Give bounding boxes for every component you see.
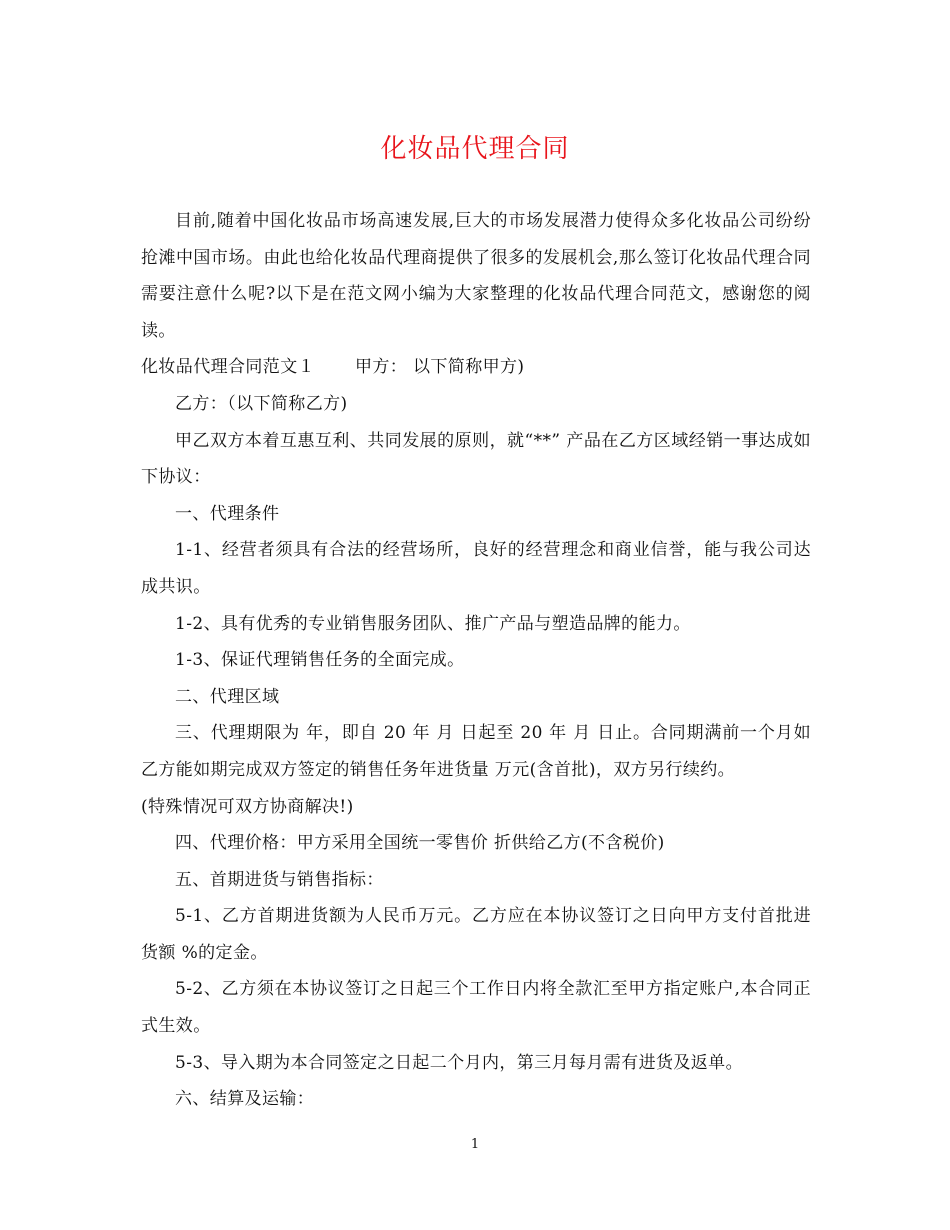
section-3-note: (特殊情况可双方协商解决!) <box>141 796 354 817</box>
document-title: 化妆品代理合同 <box>380 134 570 164</box>
section-6-heading: 六、结算及运输： <box>175 1089 315 1110</box>
page-number: 1 <box>470 1137 480 1152</box>
clause-1-3: 1-3、保证代理销售任务的全面完成。 <box>175 650 465 671</box>
section-3-paragraph: 三、代理期限为 年，即自 20 年 月 日起至 20 年 月 日止。合同期满前一个月如乙方能如期完成双方签定的销售任务年进货量 万元(含首批)，双方另行续约。 <box>141 723 811 780</box>
section-4-paragraph: 四、代理价格：甲方采用全国统一零售价 折供给乙方(不含税价) <box>175 833 665 854</box>
agreement-paragraph: 甲乙双方本着互惠互利、共同发展的原则，就“**” 产品在乙方区域经销一事达成如下协议： <box>141 430 811 488</box>
intro-paragraph: 目前,随着中国化妆品市场高速发展,巨大的市场发展潜力使得众多化妆品公司纷纷抢滩中国市场。由此也给化妆品代理商提供了很多的发展机会,那么签订化妆品代理合同需要注意什么呢?以下是在范文网小编为大家整理的化妆品代理合同范文，感谢您的阅读。 <box>141 211 811 341</box>
sample-header-line <box>141 349 811 386</box>
sample-label: 化妆品代理合同范文１ <box>141 357 315 378</box>
section-5-heading: 五、首期进货与销售指标： <box>175 869 384 890</box>
clause-5-3: 5-3、导入期为本合同签定之日起二个月内，第三月每月需有进货及返单。 <box>175 1052 743 1073</box>
clause-1-1: 1-1、经营者须具有合法的经营场所，良好的经营理念和商业信誉，能与我公司达成共识。 <box>141 540 811 597</box>
clause-5-2: 5-2、乙方须在本协议签订之日起三个工作日内将全款汇至甲方指定账户,本合同正式生效。 <box>141 979 811 1037</box>
clause-1-2: 1-2、具有优秀的专业销售服务团队、推广产品与塑造品牌的能力。 <box>175 613 691 634</box>
clause-5-1: 5-1、乙方首期进货额为人民币万元。乙方应在本协议签订之日向甲方支付首批进货额 %的定金。 <box>141 906 811 963</box>
section-1-heading: 一、代理条件 <box>175 503 280 524</box>
section-2-heading: 二、代理区域 <box>175 686 280 707</box>
document-body <box>141 203 811 1118</box>
party-b-line: 乙方：（以下简称乙方) <box>175 393 348 414</box>
party-a-line: 甲方： 以下简称甲方) <box>355 357 525 378</box>
